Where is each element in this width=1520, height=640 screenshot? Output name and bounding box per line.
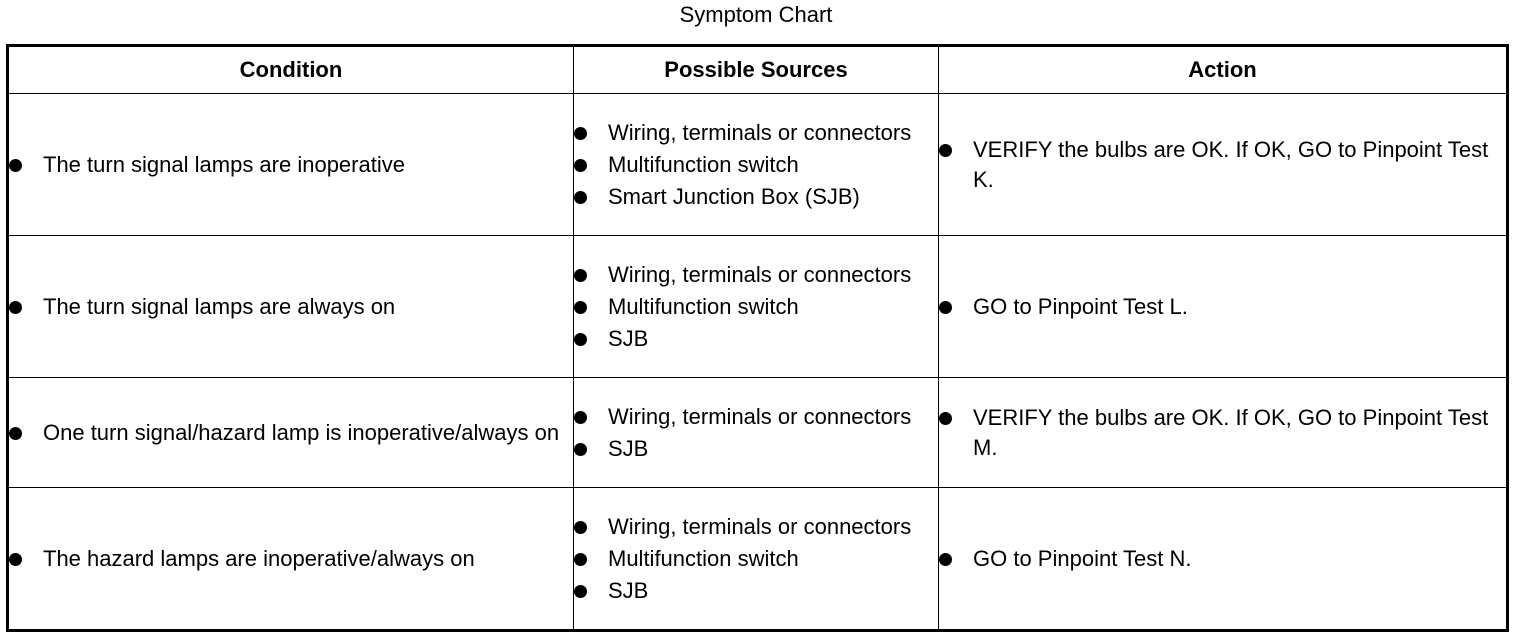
action-text: VERIFY the bulbs are OK. If OK, GO to Pinpoint Test M. <box>939 403 1506 463</box>
possible-sources-header: Possible Sources <box>574 46 939 94</box>
condition-text: The hazard lamps are inoperative/always on <box>9 544 573 574</box>
source-item: Smart Junction Box (SJB) <box>574 182 938 212</box>
source-item: Multifunction switch <box>574 292 938 322</box>
action-text: GO to Pinpoint Test N. <box>939 544 1506 574</box>
table-row <box>8 488 1508 631</box>
sources-cell <box>574 236 939 378</box>
source-item: SJB <box>574 324 938 354</box>
source-item: Multifunction switch <box>574 150 938 180</box>
condition-cell <box>8 378 574 488</box>
condition-cell <box>8 94 574 236</box>
action-text: GO to Pinpoint Test L. <box>939 292 1506 322</box>
action-text: VERIFY the bulbs are OK. If OK, GO to Pinpoint Test K. <box>939 135 1506 195</box>
sources-cell <box>574 378 939 488</box>
action-cell <box>939 488 1508 631</box>
header-row <box>8 46 1508 94</box>
source-item: Wiring, terminals or connectors <box>574 118 938 148</box>
table-row <box>8 94 1508 236</box>
source-item: Multifunction switch <box>574 544 938 574</box>
action-header: Action <box>939 46 1508 94</box>
sources-cell <box>574 94 939 236</box>
table-row <box>8 236 1508 378</box>
table-row <box>8 378 1508 488</box>
action-cell <box>939 94 1508 236</box>
chart-title: Symptom Chart <box>679 2 833 27</box>
condition-text: The turn signal lamps are always on <box>9 292 573 322</box>
action-cell <box>939 378 1508 488</box>
symptom-chart-table <box>6 44 1509 632</box>
source-item: Wiring, terminals or connectors <box>574 512 938 542</box>
condition-cell <box>8 488 574 631</box>
action-cell <box>939 236 1508 378</box>
condition-text: One turn signal/hazard lamp is inoperative/always on <box>9 418 573 448</box>
source-item: Wiring, terminals or connectors <box>574 402 938 432</box>
source-item: SJB <box>574 576 938 606</box>
condition-header: Condition <box>8 46 574 94</box>
source-item: Wiring, terminals or connectors <box>574 260 938 290</box>
condition-text: The turn signal lamps are inoperative <box>9 150 573 180</box>
condition-cell <box>8 236 574 378</box>
sources-cell <box>574 488 939 631</box>
source-item: SJB <box>574 434 938 464</box>
